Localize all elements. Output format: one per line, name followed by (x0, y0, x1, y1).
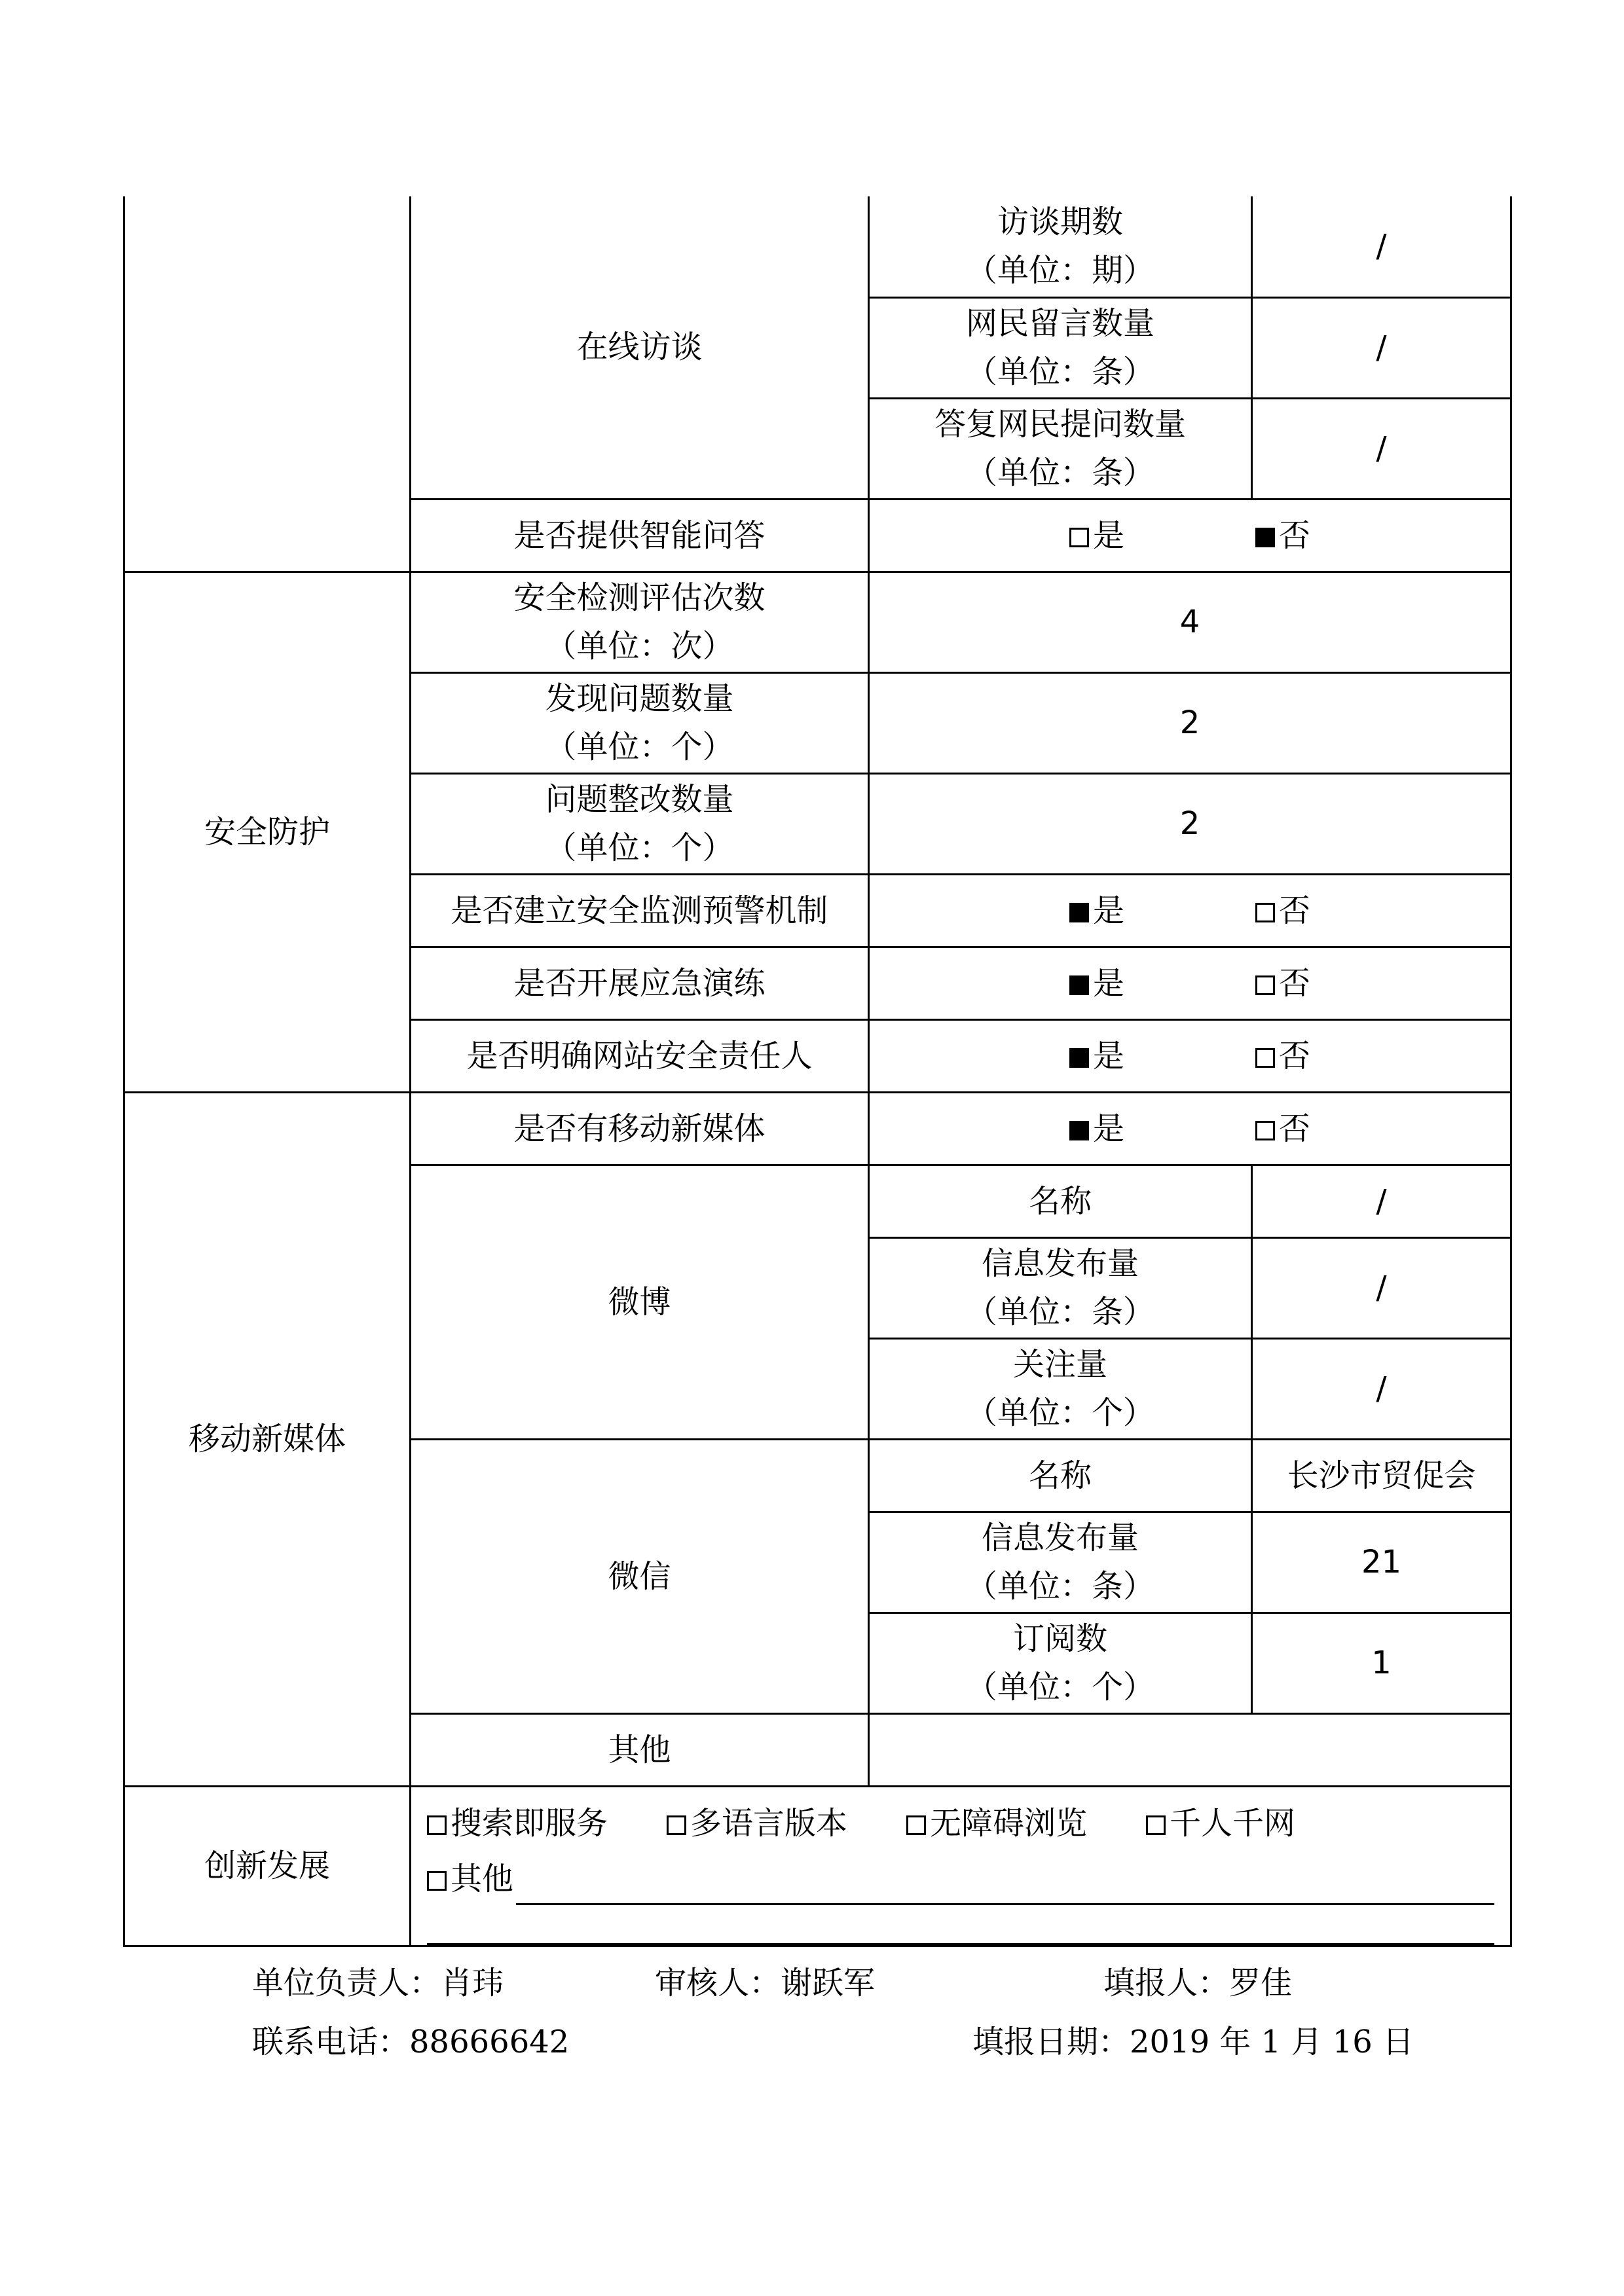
has-mobile-media-options: 是 否 (869, 1092, 1511, 1165)
innovation-other-line-2[interactable] (427, 1905, 1494, 1945)
filler: 填报人：罗佳 (1103, 1965, 1293, 2001)
smart-qa-yes-checkbox[interactable] (1069, 528, 1089, 547)
warning-mechanism-no-checkbox[interactable] (1255, 903, 1275, 922)
report-table (123, 196, 1512, 1947)
issues-found-label: 发现问题数量 （单位：个） (411, 672, 869, 773)
wechat-name-value: 长沙市贸促会 (1252, 1439, 1511, 1512)
search-service-checkbox[interactable] (427, 1815, 447, 1835)
weibo-followers-value: / (1252, 1338, 1511, 1439)
accessibility-checkbox[interactable] (906, 1815, 926, 1835)
warning-mechanism-yes-checkbox[interactable] (1069, 903, 1089, 922)
warning-mechanism-options: 是 否 (869, 874, 1511, 947)
innovation-label: 创新发展 (124, 1786, 411, 1946)
warning-mechanism-label: 是否建立安全监测预警机制 (411, 874, 869, 947)
security-check-count-value: 4 (869, 572, 1511, 672)
weibo-posts-label: 信息发布量 （单位：条） (869, 1237, 1252, 1338)
netizen-message-value: / (1252, 297, 1511, 398)
security-officer-options: 是 否 (869, 1019, 1511, 1092)
wechat-name-label: 名称 (869, 1439, 1252, 1512)
other-media-label: 其他 (411, 1713, 869, 1786)
security-officer-label: 是否明确网站安全责任人 (411, 1019, 869, 1092)
has-mobile-media-no-checkbox[interactable] (1255, 1121, 1275, 1140)
innovation-other-checkbox[interactable] (427, 1871, 447, 1891)
unit-head: 单位负责人：肖玮 (252, 1965, 504, 2001)
wechat-posts-label: 信息发布量 （单位：条） (869, 1512, 1252, 1613)
emergency-drill-options: 是 否 (869, 947, 1511, 1019)
issues-fixed-label: 问题整改数量 （单位：个） (411, 773, 869, 874)
emergency-drill-yes-checkbox[interactable] (1069, 975, 1089, 995)
issues-found-value: 2 (869, 672, 1511, 773)
interview-count-label: 访谈期数 （单位：期） (869, 196, 1252, 297)
security-officer-yes-checkbox[interactable] (1069, 1048, 1089, 1068)
reply-question-value: / (1252, 398, 1511, 499)
weibo-name-label: 名称 (869, 1165, 1252, 1237)
has-mobile-media-label: 是否有移动新媒体 (411, 1092, 869, 1165)
smart-qa-no-checkbox[interactable] (1255, 528, 1275, 547)
netizen-message-label: 网民留言数量 （单位：条） (869, 297, 1252, 398)
wechat-subscribers-label: 订阅数 （单位：个） (869, 1613, 1252, 1713)
wechat-posts-value: 21 (1252, 1512, 1511, 1613)
interview-label: 在线访谈 (411, 196, 869, 499)
innovation-options: 搜索即服务 多语言版本 无障碍浏览 千人千网 其他 (411, 1786, 1511, 1946)
contact-phone: 联系电话：88666642 (252, 2024, 570, 2060)
weibo-followers-label: 关注量 （单位：个） (869, 1338, 1252, 1439)
has-mobile-media-yes-checkbox[interactable] (1069, 1121, 1089, 1140)
reply-question-label: 答复网民提问数量 （单位：条） (869, 398, 1252, 499)
smart-qa-options: 是 否 (869, 499, 1511, 572)
fill-date: 填报日期：2019 年 1 月 16 日 (972, 2024, 1414, 2060)
innovation-other-line[interactable] (516, 1864, 1494, 1905)
other-media-value (869, 1713, 1511, 1786)
multi-language-checkbox[interactable] (667, 1815, 686, 1835)
emergency-drill-label: 是否开展应急演练 (411, 947, 869, 1019)
mobile-media-label: 移动新媒体 (124, 1092, 411, 1786)
interview-count-value: / (1252, 196, 1511, 297)
wechat-label: 微信 (411, 1439, 869, 1713)
personalization-checkbox[interactable] (1146, 1815, 1166, 1835)
emergency-drill-no-checkbox[interactable] (1255, 975, 1275, 995)
security-officer-no-checkbox[interactable] (1255, 1048, 1275, 1068)
smart-qa-label: 是否提供智能问答 (411, 499, 869, 572)
issues-fixed-value: 2 (869, 773, 1511, 874)
weibo-label: 微博 (411, 1165, 869, 1439)
section-continued-cell (124, 196, 411, 572)
weibo-name-value: / (1252, 1165, 1511, 1237)
weibo-posts-value: / (1252, 1237, 1511, 1338)
security-label: 安全防护 (124, 572, 411, 1092)
security-check-count-label: 安全检测评估次数 （单位：次） (411, 572, 869, 672)
wechat-subscribers-value: 1 (1252, 1613, 1511, 1713)
reviewer: 审核人：谢跃军 (655, 1965, 876, 2001)
